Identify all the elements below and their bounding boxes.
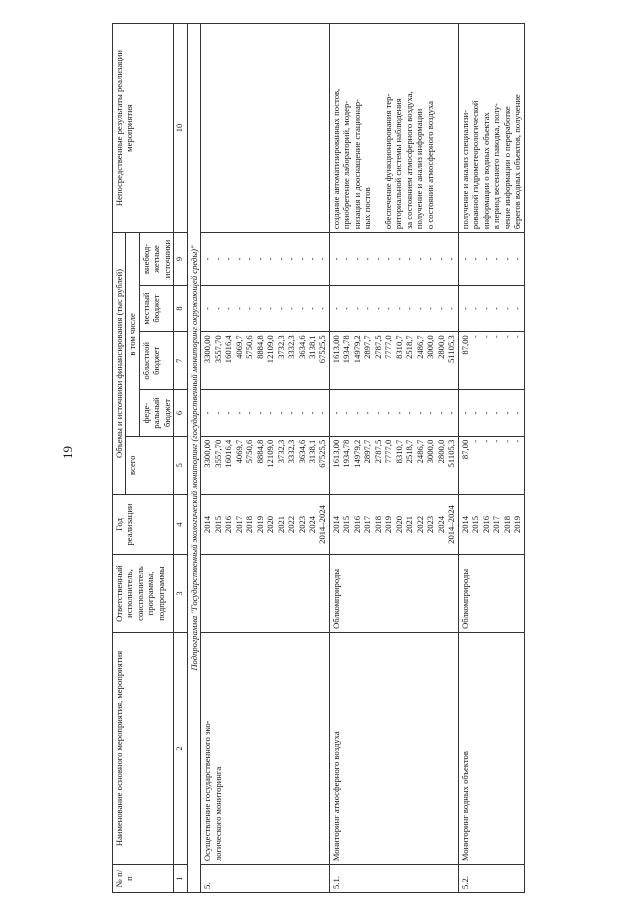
extrabudget-cell: - [435, 257, 446, 261]
local-cell: - [383, 307, 394, 310]
year-cell: 2022 [414, 515, 425, 534]
total-cell: 3557,70 [212, 439, 223, 468]
extrabudget-cell: - [480, 257, 491, 261]
table-row [201, 24, 330, 893]
year-cell: 2019 [254, 515, 265, 534]
total-cell: 8884,8 [254, 439, 265, 464]
header-including: в том числе [126, 233, 139, 437]
total-cell: 12109,0 [265, 439, 276, 468]
year-cell: 2021 [404, 515, 415, 534]
activity-name-line: Мониторинг водных объектов [459, 751, 470, 862]
result-line: обеспечение функционирования тер- [382, 93, 393, 230]
extrabudget-cell: - [330, 257, 341, 261]
federal-cell: - [223, 411, 234, 415]
regional-cell: - [470, 335, 481, 339]
extrabudget-cell: - [512, 257, 523, 261]
federal-cell: - [330, 411, 341, 415]
total-cell: 4069,7 [233, 439, 244, 464]
federal-cell: - [244, 411, 255, 415]
federal-cell: - [212, 411, 223, 415]
year-cell: 2014 [330, 515, 341, 534]
local-cell: - [296, 307, 307, 310]
local-cell: - [254, 307, 265, 310]
result-line: получение и анализ специализи- [459, 109, 470, 230]
total-cell: 14979,2 [351, 439, 362, 468]
local-cell: - [372, 307, 383, 310]
column-number: 2 [174, 632, 187, 864]
regional-cell: 7777,0 [383, 335, 394, 359]
local-cell: - [414, 307, 425, 310]
result-line: приобретение лабораторий, модер- [341, 100, 352, 230]
regional-cell: 3634,6 [296, 335, 307, 359]
activity-name [329, 632, 458, 864]
local-cell: - [275, 307, 286, 310]
year-cell: 2022 [286, 515, 297, 534]
regional-cell-column [458, 332, 524, 390]
extrabudget-cell: - [470, 257, 481, 261]
federal-cell: - [459, 411, 470, 415]
regional-cell: 87,00 [459, 335, 470, 355]
header-total: всего [126, 436, 174, 494]
year-cell: 2014 [459, 515, 470, 534]
regional-cell: 2486,7 [414, 335, 425, 359]
year-cell: 2024 [435, 515, 446, 534]
total-cell-column [458, 436, 524, 494]
column-number: 5 [174, 436, 187, 494]
extrabudget-cell: - [425, 257, 436, 261]
total-cell: - [512, 439, 523, 443]
local-cell: - [265, 307, 276, 310]
regional-cell: 1613,00 [330, 335, 341, 364]
extrabudget-cell: - [212, 257, 223, 261]
year-cell: 2014 [202, 515, 213, 534]
year-cell: 2016 [480, 515, 491, 534]
federal-cell: - [480, 411, 491, 415]
year-cell: 2021 [275, 515, 286, 534]
total-cell: 67525,5 [317, 439, 328, 468]
local-cell: - [393, 307, 404, 310]
local-cell: - [470, 307, 481, 310]
result-line: ных постов [362, 187, 373, 230]
extrabudget-cell: - [501, 257, 512, 261]
federal-cell: - [296, 411, 307, 415]
result-line: низация и дооснащение стационар- [351, 99, 362, 230]
federal-cell: - [317, 411, 328, 415]
result-line: чение информации о переработке [501, 106, 512, 230]
result-line: о состоянии атмосферного воздуха [424, 101, 435, 230]
financing-table [112, 23, 525, 893]
total-cell: 51105,3 [446, 439, 457, 468]
regional-cell: 51105,3 [446, 335, 457, 363]
header-federal: феде-ральный бюджет [139, 390, 173, 436]
federal-cell: - [404, 411, 415, 415]
regional-cell: 4069,7 [233, 335, 244, 359]
column-number: 7 [174, 332, 187, 390]
extrabudget-cell-column [201, 233, 330, 286]
extrabudget-cell-column [329, 233, 458, 286]
federal-cell: - [446, 411, 457, 415]
federal-cell-column [329, 390, 458, 436]
year-cell: 2017 [491, 515, 502, 534]
extrabudget-cell: - [286, 257, 297, 261]
column-number-row [174, 24, 187, 893]
total-cell: 3634,6 [296, 439, 307, 464]
local-cell: - [435, 307, 446, 310]
extrabudget-cell: - [459, 257, 470, 261]
local-cell: - [307, 307, 317, 310]
year-cell: 2023 [425, 515, 436, 534]
total-cell-column [201, 436, 330, 494]
regional-cell: 16016,4 [223, 335, 234, 364]
regional-cell: 8310,7 [393, 335, 404, 359]
extrabudget-cell: - [383, 257, 394, 261]
extrabudget-cell-column [458, 233, 524, 286]
column-number: 3 [174, 555, 187, 633]
year-cell: 2019 [383, 515, 394, 534]
extrabudget-cell: - [317, 257, 328, 261]
extrabudget-cell: - [491, 257, 502, 261]
header-results: Непосредственные результаты реализации мероприятия [113, 24, 174, 233]
total-cell: 16016,4 [223, 439, 234, 468]
column-number: 6 [174, 390, 187, 436]
row-number: 5.2. [458, 865, 524, 893]
federal-cell: - [362, 411, 373, 415]
federal-cell: - [265, 411, 276, 415]
local-cell: - [351, 307, 362, 310]
activity-name [201, 632, 330, 864]
year-cell: 2018 [501, 515, 512, 534]
column-number: 8 [174, 285, 187, 331]
total-cell: 3138,1 [307, 439, 317, 464]
regional-cell-column [329, 332, 458, 390]
year-cell-column [201, 494, 330, 554]
result-line: рованной гидрометеорологической [470, 100, 481, 230]
local-cell: - [212, 307, 223, 310]
regional-cell: 2897,7 [362, 335, 373, 359]
header-number: № п/п [113, 865, 174, 893]
extrabudget-cell: - [296, 257, 307, 261]
federal-cell: - [425, 411, 436, 415]
header-executor: Ответственный исполнитель, соисполнитель программы, подпрограммы [113, 555, 174, 633]
total-cell: - [491, 439, 502, 443]
header-regional: областной бюджет [139, 332, 173, 390]
local-cell: - [362, 307, 373, 310]
year-cell: 2015 [341, 515, 352, 534]
local-cell: - [425, 307, 436, 310]
activity-name-line: Мониторинг атмосферного воздуха [330, 731, 341, 862]
extrabudget-cell: - [244, 257, 255, 261]
extrabudget-cell: - [202, 257, 213, 261]
regional-cell: 5750,6 [244, 335, 255, 359]
extrabudget-cell: - [223, 257, 234, 261]
local-cell: - [286, 307, 297, 310]
year-cell: 2017 [233, 515, 244, 534]
extrabudget-cell: - [414, 257, 425, 261]
subprogram-title: Подпрограмма "Государственный экологический мониторинг (государственный мониторинг окружающей среды)" [187, 24, 200, 893]
total-cell-column [329, 436, 458, 494]
year-cell-column [329, 494, 458, 554]
header-extrabudget: внебюд-жетные источники [139, 233, 173, 286]
federal-cell: - [393, 411, 404, 415]
total-cell: 5750,6 [244, 439, 255, 464]
year-cell: 2016 [223, 515, 234, 534]
federal-cell: - [372, 411, 383, 415]
executor: Облкомприроды [458, 555, 524, 633]
year-cell: 2017 [362, 515, 373, 534]
row-number: 5.1. [329, 865, 458, 893]
regional-cell: 67525,5 [317, 335, 328, 364]
result-text [201, 24, 330, 233]
regional-cell: 3000,0 [425, 335, 436, 359]
regional-cell: 3300,00 [202, 335, 213, 364]
federal-cell: - [254, 411, 265, 415]
total-cell: 2486,7 [414, 439, 425, 464]
federal-cell: - [491, 411, 502, 415]
extrabudget-cell: - [404, 257, 415, 261]
result-text [329, 24, 458, 233]
local-cell: - [404, 307, 415, 310]
result-line: берегов водных объектов, получение [512, 94, 523, 230]
federal-cell: - [470, 411, 481, 415]
header-financing-group: Объемы и источники финансирования (тыс рублей) [113, 233, 126, 495]
local-cell: - [446, 307, 457, 310]
local-cell: - [480, 307, 491, 310]
extrabudget-cell: - [351, 257, 362, 261]
local-cell-column [329, 285, 458, 331]
year-cell: 2024 [307, 515, 317, 534]
local-cell: - [501, 307, 512, 310]
row-number: 5. [201, 865, 330, 893]
year-cell: 2014–2024 [446, 505, 457, 544]
local-cell: - [491, 307, 502, 310]
total-cell: 1934,78 [341, 439, 352, 468]
year-cell-column [458, 494, 524, 554]
extrabudget-cell: - [254, 257, 265, 261]
local-cell: - [330, 307, 341, 310]
total-cell: 3732,3 [275, 439, 286, 464]
column-number: 9 [174, 233, 187, 286]
federal-cell-column [458, 390, 524, 436]
local-cell-column [458, 285, 524, 331]
regional-cell-column [201, 332, 330, 390]
activity-name-line: Осуществление государственного эко- [202, 720, 213, 862]
year-cell: 2018 [244, 515, 255, 534]
local-cell: - [233, 307, 244, 310]
federal-cell: - [512, 411, 523, 415]
regional-cell: 3557,70 [212, 335, 223, 364]
federal-cell: - [435, 411, 446, 415]
extrabudget-cell: - [362, 257, 373, 261]
column-number: 4 [174, 494, 187, 554]
year-cell: 2019 [512, 515, 523, 534]
regional-cell: 8884,8 [254, 335, 265, 359]
regional-cell: 3332,3 [286, 335, 297, 359]
extrabudget-cell: - [446, 257, 457, 261]
extrabudget-cell: - [265, 257, 276, 261]
local-cell: - [202, 307, 213, 310]
federal-cell: - [341, 411, 352, 415]
year-cell: 2014–2024 [317, 505, 328, 544]
year-cell: 2023 [296, 515, 307, 534]
total-cell: - [501, 439, 512, 443]
federal-cell: - [414, 411, 425, 415]
total-cell: 8310,7 [393, 439, 404, 464]
total-cell: 2800,0 [435, 439, 446, 464]
total-cell: 2518,7 [404, 439, 415, 464]
result-line: за состоянием атмосферного воздуха, [403, 91, 414, 230]
total-cell: 3332,3 [286, 439, 297, 464]
total-cell: 1613,00 [330, 439, 341, 468]
regional-cell: 2800,0 [435, 335, 446, 359]
header-activity-name: Наименование основного мероприятия, мероприятия [113, 632, 174, 864]
federal-cell: - [275, 411, 286, 415]
subprogram-row [187, 24, 200, 893]
local-cell-column [201, 285, 330, 331]
regional-cell: 12109,0 [265, 335, 276, 364]
regional-cell: 3138,1 [307, 335, 317, 359]
regional-cell: - [491, 335, 502, 339]
total-cell: 87,00 [459, 439, 470, 460]
year-cell: 2015 [470, 515, 481, 534]
regional-cell: 14979,2 [351, 335, 362, 364]
column-number: 10 [174, 24, 187, 233]
total-cell: - [480, 439, 491, 443]
regional-cell: - [501, 335, 512, 339]
result-line: создание автоматизированных постов, [330, 88, 341, 230]
year-cell: 2018 [372, 515, 383, 534]
year-cell: 2020 [393, 515, 404, 534]
table-row [458, 24, 524, 893]
local-cell: - [244, 307, 255, 310]
result-line: в период весеннего паводка, полу- [491, 103, 502, 230]
extrabudget-cell: - [393, 257, 404, 261]
federal-cell-column [201, 390, 330, 436]
federal-cell: - [383, 411, 394, 415]
total-cell: 2897,7 [362, 439, 373, 464]
federal-cell: - [286, 411, 297, 415]
local-cell: - [317, 307, 328, 310]
year-cell: 2015 [212, 515, 223, 534]
table-row [329, 24, 458, 893]
extrabudget-cell: - [307, 257, 317, 261]
extrabudget-cell: - [341, 257, 352, 261]
result-text [458, 24, 524, 233]
header-year: Год реализации [113, 494, 174, 554]
total-cell: 3000,0 [425, 439, 436, 464]
local-cell: - [223, 307, 234, 310]
extrabudget-cell: - [372, 257, 383, 261]
total-cell: 3300,00 [202, 439, 213, 468]
total-cell: 7777,0 [383, 439, 394, 464]
regional-cell: 3732,3 [275, 335, 286, 359]
activity-name-line: логического мониторинга [212, 766, 223, 862]
federal-cell: - [351, 411, 362, 415]
extrabudget-cell: - [233, 257, 244, 261]
extrabudget-cell: - [275, 257, 286, 261]
executor [201, 555, 330, 633]
year-cell: 2020 [265, 515, 276, 534]
result-line [373, 27, 383, 229]
federal-cell: - [202, 411, 213, 415]
federal-cell: - [307, 411, 317, 415]
regional-cell: - [512, 335, 523, 339]
local-cell: - [459, 307, 470, 310]
local-cell: - [512, 307, 523, 310]
federal-cell: - [501, 411, 512, 415]
activity-name [458, 632, 524, 864]
regional-cell: 2787,5 [372, 335, 383, 359]
total-cell: - [470, 439, 481, 443]
regional-cell: 1934,78 [341, 335, 352, 364]
year-cell: 2016 [351, 515, 362, 534]
regional-cell: 2518,7 [404, 335, 415, 359]
local-cell: - [341, 307, 352, 310]
header-local: местный бюджет [139, 285, 173, 331]
result-line: получение и анализ информации [414, 108, 425, 230]
total-cell: 2787,5 [372, 439, 383, 464]
federal-cell: - [233, 411, 244, 415]
result-line: риториальной системы наблюдения [393, 98, 404, 230]
column-number: 1 [174, 865, 187, 893]
result-line: информации о водных объектах [480, 112, 491, 230]
page-number: 19 [60, 446, 75, 459]
executor: Облкомприроды [329, 555, 458, 633]
regional-cell: - [480, 335, 491, 339]
